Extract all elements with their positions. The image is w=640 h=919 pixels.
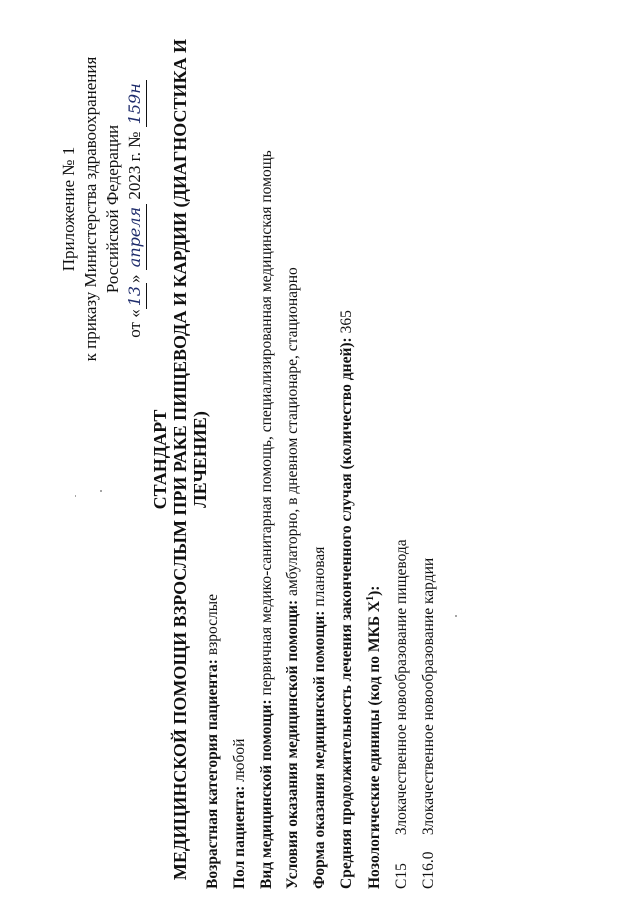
date-day: 13 (124, 283, 147, 309)
order-date-line (124, 19, 147, 399)
field-care-type (258, 150, 276, 889)
date-mid: » (125, 274, 144, 283)
title-sub: МЕДИЦИНСКОЙ ПОМОЩИ ВЗРОСЛЫМ ПРИ РАКЕ ПИЩЕВОДА И КАРДИИ (ДИАГНОСТИКА И ЛЕЧЕНИЕ) (170, 38, 210, 881)
nosology-item (420, 558, 438, 889)
document-title (150, 0, 210, 919)
icd-name: Злокачественное новообразование кардии (420, 557, 437, 836)
field-label: Условия оказания медицинской помощи: (284, 599, 301, 889)
field-sex (231, 739, 249, 889)
appendix-number: Приложение № 1 (59, 146, 78, 272)
field-value: взрослые (204, 593, 221, 656)
field-care-form (311, 547, 329, 889)
date-year: 2023 г. № (125, 131, 144, 200)
field-value: плановая (311, 546, 328, 607)
field-value: любой (231, 738, 248, 782)
field-label: Вид медицинской помощи: (258, 699, 275, 889)
scan-speck (100, 490, 102, 492)
federation-line: Российской Федерации (103, 124, 122, 294)
field-value: 365 (338, 310, 355, 334)
date-month: апреля (124, 204, 147, 270)
field-label: Возрастная категория пациента: (204, 659, 221, 889)
field-age-category (204, 594, 222, 889)
field-label: Форма оказания медицинской помощи: (311, 610, 328, 889)
scan-speck (455, 615, 457, 617)
date-prefix: от « (125, 309, 144, 338)
icd-code: C16.0 (420, 851, 437, 889)
icd-name: Злокачественное новообразование пищевода (393, 539, 410, 836)
field-care-conditions (284, 267, 302, 889)
field-value: амбулаторно, в дневном стационаре, стационарно (284, 267, 301, 596)
nosology-heading (365, 586, 384, 889)
order-reference: к приказу Министерства здравоохранения (81, 56, 100, 362)
field-value: первичная медико-санитарная помощь, специализированная медицинская помощь (258, 150, 275, 696)
nosology-label: Нозологические единицы (код по МКБ $X^1$): (365, 585, 384, 889)
approval-block (58, 19, 147, 399)
scan-speck (75, 495, 76, 497)
order-number: 159н (124, 80, 147, 127)
field-treatment-duration (338, 310, 356, 889)
title-main: СТАНДАРТ (150, 409, 170, 510)
nosology-item (393, 539, 411, 889)
field-label: Средняя продолжительность лечения законченного случая (количество дней): (338, 337, 355, 889)
icd-code: C15 (393, 863, 410, 889)
field-label: Пол пациента: (231, 785, 248, 889)
